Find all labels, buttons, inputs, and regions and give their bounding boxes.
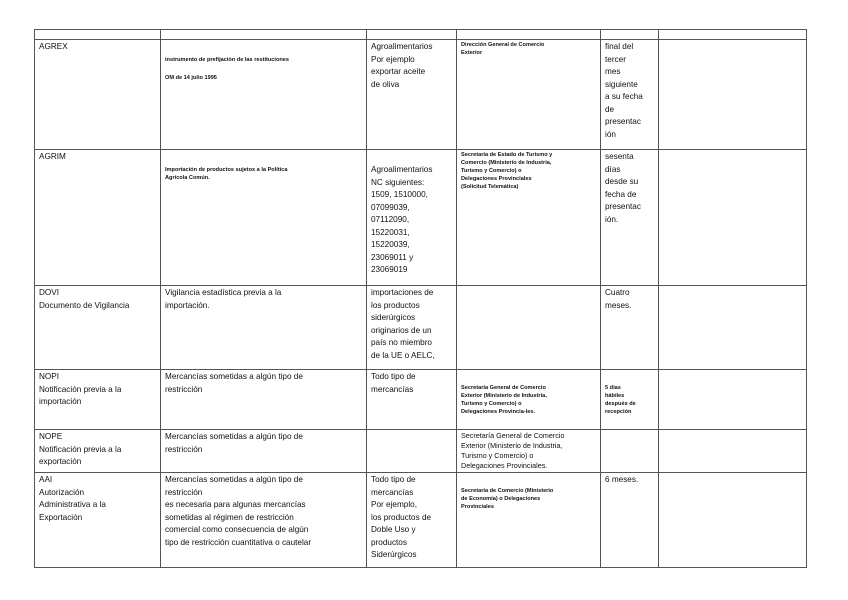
authority-text: Secretaría de Estado de Turismo y Comercio (Ministerio de Industria, Turismo y Comercio) o Delegaciones Provinciales (Solicitud Telemática) bbox=[461, 152, 553, 190]
authority-cell bbox=[457, 473, 601, 568]
header-cell bbox=[601, 30, 659, 40]
code-cell bbox=[35, 40, 161, 150]
description-cell bbox=[161, 370, 367, 430]
notes-cell bbox=[659, 473, 807, 568]
description-cell bbox=[161, 40, 367, 150]
notes-cell bbox=[659, 430, 807, 473]
table-row bbox=[35, 370, 807, 430]
code-cell bbox=[35, 430, 161, 473]
term-text: 6 meses. bbox=[605, 475, 639, 484]
description-text: Mercancías sometidas a algún tipo de restricción es necesaria para algunas mercancías sometidas al régimen de restricción comercial como consecuencia de algún tipo de restricción cuantitativa o cautelar bbox=[165, 475, 312, 547]
notes-cell bbox=[659, 370, 807, 430]
products-text: Agroalimentarios Por ejemplo exportar aceite de oliva bbox=[371, 42, 433, 89]
term-cell bbox=[601, 150, 659, 286]
document-table bbox=[34, 29, 807, 568]
code-text: AAI Autorización Administrativa a la Exportación bbox=[39, 475, 106, 522]
products-cell bbox=[367, 430, 457, 473]
authority-text: Secretaría General de Comercio Exterior (Ministerio de Industria, Turismo y Comercio) o Delegaciones Provinciales. bbox=[461, 431, 565, 470]
notes-cell bbox=[659, 150, 807, 286]
header-cell bbox=[659, 30, 807, 40]
term-text: Cuatro meses. bbox=[605, 288, 632, 310]
term-cell bbox=[601, 430, 659, 473]
header-cell bbox=[161, 30, 367, 40]
term-cell bbox=[601, 286, 659, 370]
code-text: AGREX bbox=[39, 42, 68, 51]
term-text: 5 días hábiles después de recepción bbox=[605, 385, 636, 415]
products-text: importaciones de los productos siderúrgicos originarios de un país no miembro de la UE o AELC, bbox=[371, 288, 435, 360]
description-cell bbox=[161, 430, 367, 473]
authority-cell bbox=[457, 150, 601, 286]
authority-cell bbox=[457, 370, 601, 430]
description-cell bbox=[161, 473, 367, 568]
code-text: DOVI Documento de Vigilancia bbox=[39, 288, 130, 310]
products-text: Agroalimentarios NC siguientes: 1509, 1510000, 07099039, 07112090, 15220031, 15220039, 23069011 y 23069019 bbox=[371, 165, 433, 274]
header-cell bbox=[35, 30, 161, 40]
code-cell bbox=[35, 473, 161, 568]
code-cell bbox=[35, 286, 161, 370]
products-text: Todo tipo de mercancías bbox=[371, 372, 416, 394]
products-cell bbox=[367, 150, 457, 286]
products-cell bbox=[367, 286, 457, 370]
description-cell bbox=[161, 286, 367, 370]
code-cell bbox=[35, 370, 161, 430]
code-text: NOPE Notificación previa a la exportación bbox=[39, 432, 122, 466]
authority-text: Secretaría General de Comercio Exterior (Ministerio de Industria, Turismo y Comercio) o Delegaciones Provincia-les. bbox=[461, 385, 547, 415]
authority-text: Secretaría de Comercio (Ministerio de Economía) o Delegaciones Provinciales bbox=[461, 488, 554, 510]
term-cell bbox=[601, 370, 659, 430]
description-cell bbox=[161, 150, 367, 286]
header-row bbox=[35, 30, 807, 40]
description-text: Mercancías sometidas a algún tipo de restricción bbox=[165, 372, 303, 394]
description-text: Importación de productos sujetos a la Política Agrícola Común. bbox=[165, 167, 288, 181]
products-cell bbox=[367, 40, 457, 150]
products-cell bbox=[367, 370, 457, 430]
notes-cell bbox=[659, 286, 807, 370]
authority-text: Dirección General de Comercio Exterior bbox=[461, 42, 545, 56]
header-cell bbox=[367, 30, 457, 40]
description-text: instrumento de prefijación de las restituciones bbox=[165, 57, 290, 63]
products-text: Todo tipo de mercancías Por ejemplo, los productos de Doble Uso y productos Siderúrgicos bbox=[371, 475, 432, 559]
products-cell bbox=[367, 473, 457, 568]
description-text-2: OM de 14 julio 1995 bbox=[165, 75, 217, 81]
term-text: sesenta días desde su fecha de presentac ión. bbox=[605, 152, 641, 224]
description-text: Vigilancia estadística previa a la importación. bbox=[165, 288, 282, 310]
code-cell bbox=[35, 150, 161, 286]
term-cell bbox=[601, 473, 659, 568]
header-cell bbox=[457, 30, 601, 40]
notes-cell bbox=[659, 40, 807, 150]
table-row bbox=[35, 286, 807, 370]
description-text: Mercancías sometidas a algún tipo de restricción bbox=[165, 432, 303, 454]
authority-cell bbox=[457, 286, 601, 370]
code-text: NOPI Notificación previa a la importación bbox=[39, 372, 122, 406]
table-row bbox=[35, 473, 807, 568]
authority-cell bbox=[457, 430, 601, 473]
term-cell bbox=[601, 40, 659, 150]
table-row bbox=[35, 40, 807, 150]
table-row bbox=[35, 150, 807, 286]
code-text: AGRIM bbox=[39, 152, 66, 161]
term-text: final del tercer mes siguiente a su fecha de presentac ión bbox=[605, 42, 643, 139]
authority-cell bbox=[457, 40, 601, 150]
table-row bbox=[35, 430, 807, 473]
